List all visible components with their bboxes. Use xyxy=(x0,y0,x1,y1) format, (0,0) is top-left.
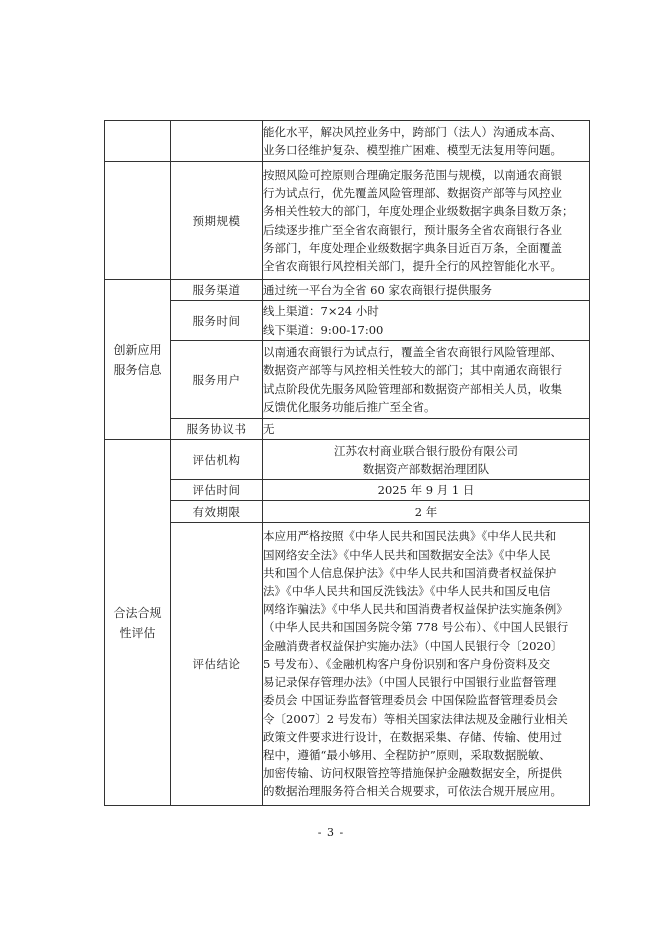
text-line: 能化水平，解决风控业务中，跨部门（法人）沟通成本高、 xyxy=(263,124,562,139)
assessment-conclusion-label: 评估结论 xyxy=(171,523,263,806)
service-users-label: 服务用户 xyxy=(171,341,263,419)
text-line: 委员会 中国证券监督管理委员会 中国保险监督管理委员会 xyxy=(263,693,558,708)
text-line: 网络诈骗法》《中华人民共和国消费者权益保护法实施条例》 xyxy=(263,602,568,617)
text-line: 江苏农村商业联合银行股份有限公司 xyxy=(334,443,518,458)
expected-scale-label: 预期规模 xyxy=(171,162,263,280)
text-line: 数据资产部等与风控相关性较大的部门；其中南通农商银行 xyxy=(263,363,562,378)
row-assessment-time xyxy=(105,480,590,501)
service-agreement-label: 服务协议书 xyxy=(171,419,263,440)
service-time-label: 服务时间 xyxy=(171,301,263,341)
service-agreement-value: 无 xyxy=(263,419,590,440)
text-line: 反馈优化服务功能后推广至全省。 xyxy=(263,399,436,414)
service-channel-value: 通过统一平台为全省 60 家农商银行提供服务 xyxy=(263,280,590,301)
text-line: 易记录保存管理办法》（中国人民银行中国银行业监督管理 xyxy=(263,675,557,690)
section-label-line: 性评估 xyxy=(119,625,156,640)
capability-text xyxy=(263,121,590,162)
row-service-channel xyxy=(105,280,590,301)
text-line: 线下渠道：9:00-17:00 xyxy=(263,322,384,337)
text-line: 金融消费者权益保护实施办法》（中国人民银行令〔2020〕 xyxy=(263,638,563,653)
service-channel-label: 服务渠道 xyxy=(171,280,263,301)
section-label-line: 服务信息 xyxy=(113,362,162,377)
service-time-value xyxy=(263,301,590,341)
empty-cell xyxy=(105,121,171,162)
row-service-users xyxy=(105,341,590,419)
text-line: 行为试点行，优先覆盖风险管理部、数据资产部等与风控业 xyxy=(263,186,562,201)
assessment-time-value: 2025 年 9 月 1 日 xyxy=(263,480,590,501)
row-service-agreement xyxy=(105,419,590,440)
text-line: 以南通农商银行为试点行，覆盖全省农商银行风险管理部、 xyxy=(263,345,562,360)
text-line: 全省农商银行风控相关部门，提升全行的风控智能化水平。 xyxy=(263,258,562,273)
text-line: 加密传输、访问权限管控等措施保护金融数据安全，所提供 xyxy=(263,766,562,781)
text-line: 试点阶段优先服务风险管理部和数据资产部相关人员，收集 xyxy=(263,381,562,396)
text-line: 的数据治理服务符合相关合规要求，可依法合规开展应用。 xyxy=(263,784,562,799)
row-capability-continued xyxy=(105,121,590,162)
text-line: 务部门，年度处理企业级数据字典条目近百万条，全面覆盖 xyxy=(263,240,562,255)
row-assessment-conclusion xyxy=(105,523,590,806)
section-label-line: 创新应用 xyxy=(113,342,162,357)
assessment-org-value xyxy=(263,440,590,480)
assessment-conclusion-text xyxy=(263,523,590,806)
document-table xyxy=(104,120,590,806)
text-line: 后续逐步推广至全省农商银行，预计服务全省农商银行各业 xyxy=(263,222,562,237)
innovation-section-label xyxy=(105,280,171,440)
text-line: 政策文件要求进行设计，在数据采集、存储、传输、使用过 xyxy=(263,729,562,744)
text-line: 国网络安全法》《中华人民共和国数据安全法》《中华人民 xyxy=(263,547,551,562)
text-line: 业务口径维护复杂、模型推广困难、模型无法复用等问题。 xyxy=(263,143,562,157)
text-line: 本应用严格按照《中华人民共和国民法典》《中华人民共和 xyxy=(263,529,557,544)
validity-value: 2 年 xyxy=(263,501,590,523)
row-assessment-org xyxy=(105,440,590,480)
text-line: 令〔2007〕2 号发布）等相关国家法律法规及金融行业相关 xyxy=(263,711,568,726)
assessment-time-label: 评估时间 xyxy=(171,480,263,501)
text-line: 务相关性较大的部门，年度处理企业级数据字典条目数万条； xyxy=(263,204,574,219)
text-line: 数据资产部数据治理团队 xyxy=(362,461,490,476)
text-line: 线上渠道：7×24 小时 xyxy=(263,304,379,319)
row-expected-scale xyxy=(105,162,590,280)
empty-cell xyxy=(105,162,171,280)
text-line: 共和国个人信息保护法》《中华人民共和国消费者权益保护 xyxy=(263,565,557,580)
row-service-time xyxy=(105,301,590,341)
text-line: 5 号发布）、《金融机构客户身份识别和客户身份资料及交 xyxy=(263,656,550,671)
text-line: 程中，遵循“最小够用、全程防护”原则，采取数据脱敏、 xyxy=(263,747,551,762)
text-line: 按照风险可控原则合理确定服务范围与规模，以南通农商银 xyxy=(263,167,562,182)
page-number: - 3 - xyxy=(317,826,345,839)
compliance-section-label xyxy=(105,440,171,806)
expected-scale-text xyxy=(263,162,590,280)
text-line: 法》《中华人民共和国反洗钱法》《中华人民共和国反电信 xyxy=(263,584,551,599)
row-validity xyxy=(105,501,590,523)
text-line: （中华人民共和国国务院令第 778 号公布）、《中国人民银行 xyxy=(263,620,569,635)
empty-cell xyxy=(171,121,263,162)
service-users-value xyxy=(263,341,590,419)
validity-label: 有效期限 xyxy=(171,501,263,523)
assessment-org-label: 评估机构 xyxy=(171,440,263,480)
section-label-line: 合法合规 xyxy=(113,605,162,620)
